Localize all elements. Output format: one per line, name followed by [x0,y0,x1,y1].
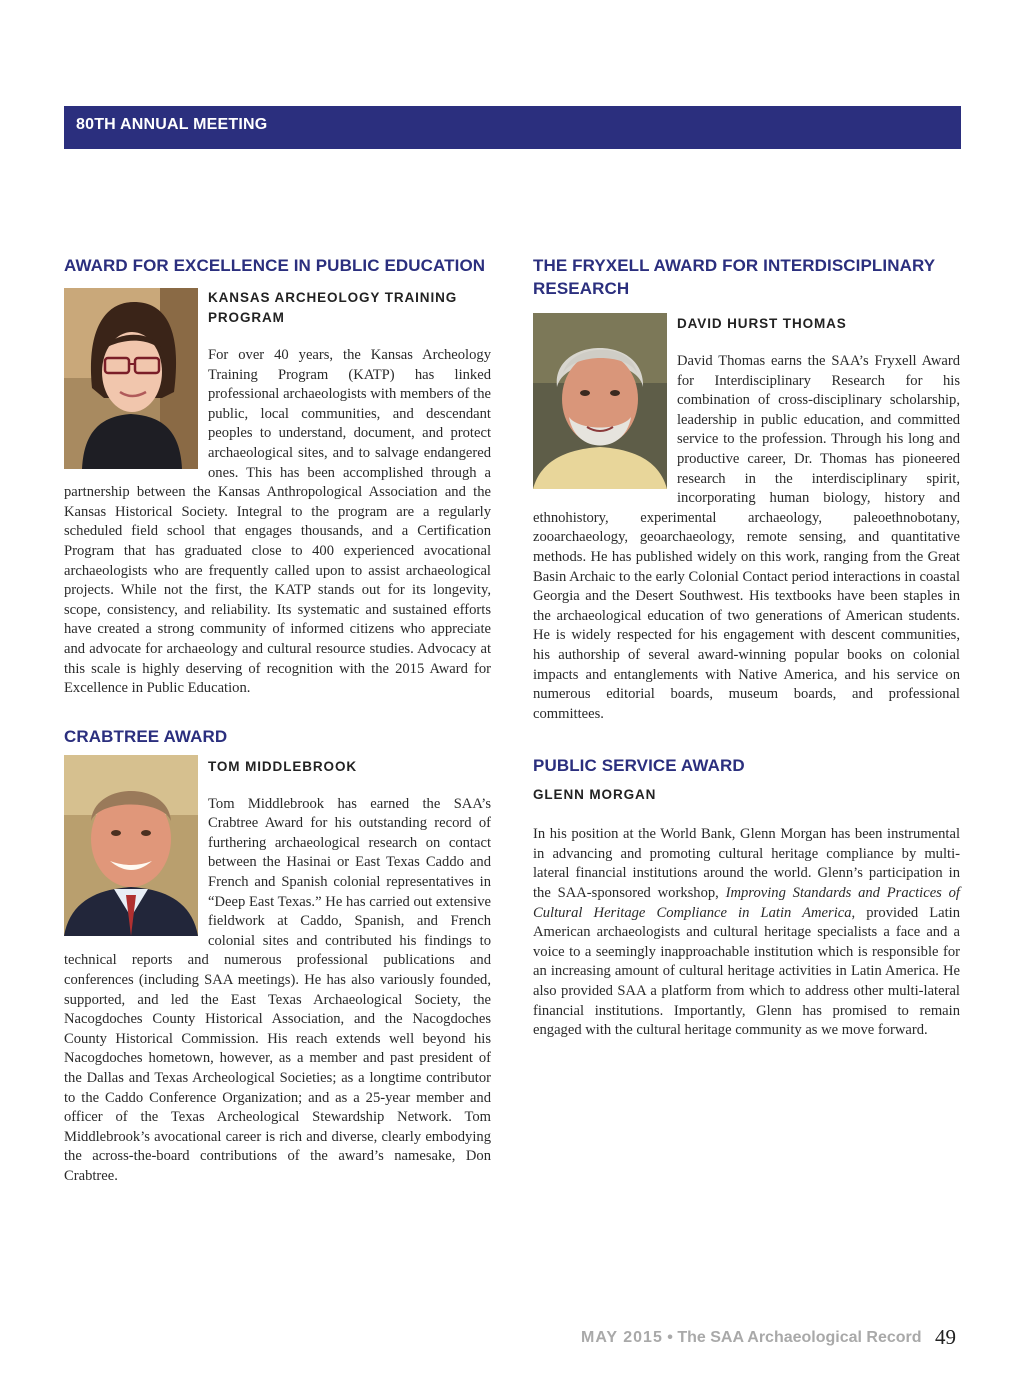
award-description [533,825,960,1041]
left-column [64,254,491,1187]
workshop-title: Improving Standards and Practices of Cultural Heritage Compliance in Latin America [533,885,960,921]
recipient-name: GLENN MORGAN [533,787,657,803]
section-title: AWARD FOR EXCELLENCE IN PUBLIC EDUCATION [64,256,486,275]
page-number: 49 [935,1325,956,1349]
recipient-photo-thomas [533,313,667,489]
award-crabtree [64,725,491,1187]
section-banner [64,106,961,149]
award-description: For over 40 years, the Kansas Archeology Training Program (KATP) has linked professional archaeologists with members of the public, local communities, and descendant peoples to understand, document, and protect archaeological sites, and to salvage endangered ones. This has been accomplished through a partnership between the Kansas Anthropological Association and the Kansas Historical Society. Integral to the program are a regularly scheduled field school that engages thousands, and a Certification Program that has graduated close to 400 experienced avocational archaeologists who are frequently called upon to assist archaeological projects. While not the first, the KATP stands out for its longevity, scope, consistency, and reliability. Its systematic and sustained efforts have created a strong community of informed citizens who appreciate and advocate for archaeology and cultural resource studies. Advocacy at this scale is highly deserving of recognition with the 2015 Award for Excellence in Public Education. [64,347,491,697]
description-text-end: , provided Latin American archaeologists and cultural heritage specialists a face and a voice to a seemingly inapproachable institution which is responsible for an increasing amount of cultural heritage activities in Latin America. He also provided SAA a platform from which to address other multi-lateral financial institutions. Importantly, Glenn has promised to remain engaged with the cultural heritage community as we move forward. [533,904,960,1039]
right-column [533,254,960,1041]
footer-journal-title: The SAA Archaeological Record [677,1329,922,1346]
recipient-photo-katp [64,288,198,469]
section-title: THE FRYXELL AWARD FOR INTERDISCIPLINARY RESEARCH [533,256,935,298]
recipient-photo-middlebrook [64,755,198,936]
recipient-name: TOM MIDDLEBROOK [208,758,357,774]
description-text-start: In his position at the World Bank, Glenn Morgan has been instrumental in advancing and promoting cultural heritage compliance by multi-lateral financial institutions around the world. Glenn’s participation in the SAA-sponsored workshop, [533,826,960,902]
award-fryxell [533,254,960,724]
footer-journal-info [581,1329,922,1347]
section-title: PUBLIC SERVICE AWARD [533,756,745,776]
award-public-service [533,754,960,1041]
banner-title: 80TH ANNUAL MEETING [76,116,268,133]
recipient-name: KANSAS ARCHEOLOGY TRAINING PROGRAM [208,290,458,325]
section-title: CRABTREE AWARD [64,726,228,746]
footer-separator: • [662,1329,678,1346]
footer-issue: MAY 2015 [581,1329,663,1346]
award-public-education [64,254,491,699]
recipient-name: DAVID HURST THOMAS [677,316,847,331]
award-description: Tom Middlebrook has earned the SAA’s Crabtree Award for his outstanding record of furthering archaeological research on contact between the Hasinai or East Texas Caddo and French and Spanish colonial representatives in “Deep East Texas.” He has carried out extensive fieldwork at Caddo, Spanish, and French colonial sites and contributed his findings to technical reports and numerous professional publications and conferences (including SAA meetings). He has also variously founded, supported, and led the East Texas Archaeological Society, the Nacogdoches County Historical Association, and the Nacogdoches County Historical Commission. His reach extends well beyond his Nacogdoches hometown, however, as a member and past president of the Dallas and Texas Archeological Societies; as a longtime contributor to the Caddo Conference Organization; and as a 25-year member and officer of the Texas Archeological Stewardship Network. Tom Middlebrook’s avocational career is rich and diverse, clearly embodying the across-the-board contributions of the award’s namesake, Don Crabtree. [64,795,491,1184]
award-description: David Thomas earns the SAA’s Fryxell Award for Interdisciplinary Research for his combination of cross-disciplinary scholarship, leadership in public education, and committed service to the profession. Through his long and productive career, Dr. Thomas has pioneered research in the interdisciplinary spirit, incorporating human biology, history and ethnohistory, experimental archaeology, paleoethnobotany, zooarchaeology, geoarchaeology, remote sensing, and quantitative methods. He has published widely on this work, ranging from the Great Basin Archaic to the early Colonial Contact period interactions in coastal Georgia and the Desert Southwest. His textbooks have been staples in the archaeological education of two generations of American students. He is widely respected for his engagement with descent communities, his authorship of several award-winning popular books on colonial impacts and entanglements with Native America, and his service on numerous editorial boards, museum boards, and professional committees. [533,353,960,722]
